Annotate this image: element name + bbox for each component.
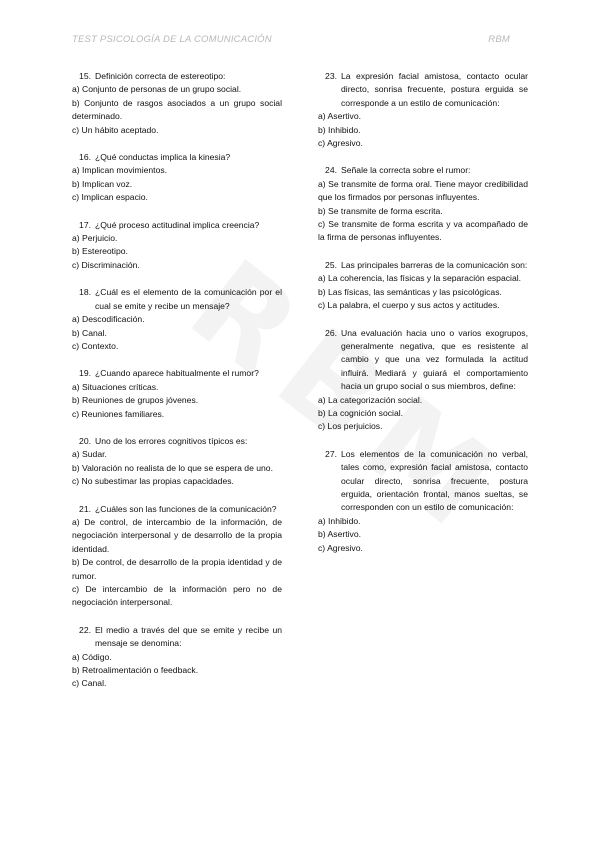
question-text: ¿Cuáles son las funciones de la comunicación? <box>95 503 277 514</box>
answer-option: a) Situaciones críticas. <box>72 381 159 392</box>
answer-option: a) De control, de intercambio de la información, de negociación interpersonal y de desarrollo de la propia identidad. <box>72 516 282 554</box>
question-title <box>72 70 282 83</box>
answer-option: b) Valoración no realista de lo que se espera de uno. <box>72 462 273 473</box>
answer-option: b) Canal. <box>72 327 107 338</box>
question-title <box>72 367 282 380</box>
question-number: 15. <box>79 71 91 81</box>
question-title <box>72 151 282 164</box>
answer-option: a) Código. <box>72 651 112 662</box>
answer-option: c) No subestimar las propias capacidades. <box>72 476 234 487</box>
question-text: Los elementos de la comunicación no verbal, tales como, expresión facial amistosa, contacto ocular directo, sonrisa frecuente, postura erguida, orientación frontal, manos sueltas, se corresponden con un estilo de comunicación: <box>341 448 528 513</box>
answer-option: a) Se transmite de forma oral. Tiene mayor credibilidad que los firmados por personas influyentes. <box>318 178 528 203</box>
answer-option: b) Estereotipo. <box>72 246 128 257</box>
answer-option: a) Perjuicio. <box>72 233 118 244</box>
question-text: ¿Cuando aparece habitualmente el rumor? <box>95 368 259 379</box>
answer-option: c) Contexto. <box>72 340 119 351</box>
question-text: Señale la correcta sobre el rumor: <box>341 165 471 176</box>
question-text: ¿Cuál es el elemento de la comunicación por el cual se emite y recibe un mensaje? <box>95 287 282 311</box>
question-number: 21. <box>79 503 91 514</box>
question-number: 18. <box>79 287 91 298</box>
answer-option: b) Conjunto de rasgos asociados a un grupo social determinado. <box>72 97 282 122</box>
question-title <box>318 259 528 272</box>
answer-option: c) Discriminación. <box>72 259 140 270</box>
question-text: La expresión facial amistosa, contacto ocular directo, sonrisa frecuente, postura erguida se corresponde a un estilo de comunicación: <box>341 71 528 108</box>
question-block <box>318 259 528 313</box>
question-text: El medio a través del que se emite y recibe un mensaje se denomina: <box>95 624 282 649</box>
answer-option: c) Agresivo. <box>318 542 363 553</box>
question-number: 23. <box>325 71 337 81</box>
question-number: 17. <box>79 219 91 230</box>
question-number: 20. <box>79 435 91 446</box>
question-block <box>318 70 528 150</box>
header-author: RBM <box>488 34 510 45</box>
question-text: Las principales barreras de la comunicación son: <box>341 259 528 270</box>
left-column <box>72 70 282 705</box>
answer-option: c) De intercambio de la información pero no de negociación interpersonal. <box>72 584 282 608</box>
page-header <box>72 34 528 48</box>
question-block <box>318 327 528 434</box>
answer-option: a) La categorización social. <box>318 394 423 405</box>
answer-option: a) Inhibido. <box>318 515 361 526</box>
question-block <box>72 367 282 421</box>
question-text: Uno de los errores cognitivos típicos es: <box>95 435 248 446</box>
question-title <box>72 435 282 448</box>
question-text: Una evaluación hacia uno o varios exogrupos, generalmente negativa, que es resistente al cambio y que una vez formulada la actitud influirá. Mediará y guiará el comportamiento hacia un grupo social o sus miembros, define: <box>341 327 528 392</box>
answer-option: b) Retroalimentación o feedback. <box>72 665 199 676</box>
answer-option: c) La palabra, el cuerpo y sus actos y actitudes. <box>318 300 500 311</box>
question-block <box>318 164 528 244</box>
answer-option: c) Reuniones familiares. <box>72 408 165 419</box>
question-block <box>72 503 282 610</box>
question-title <box>72 286 282 313</box>
answer-option: a) Implican movimientos. <box>72 165 168 176</box>
question-title <box>318 448 528 515</box>
question-block <box>72 286 282 353</box>
question-text: ¿Qué conductas implica la kinesia? <box>95 152 231 163</box>
answer-option: c) Se transmite de forma escrita y va acompañado de la firma de personas influyentes. <box>318 219 528 243</box>
answer-option: c) Los perjuicios. <box>318 421 383 432</box>
answer-option: b) Las físicas, las semánticas y las psicológicas. <box>318 286 502 297</box>
answer-option: b) Reuniones de grupos jóvenes. <box>72 395 199 406</box>
answer-option: a) Descodificación. <box>72 314 145 325</box>
question-title <box>72 219 282 232</box>
answer-option: c) Canal. <box>72 678 107 689</box>
answer-option: b) Implican voz. <box>72 178 133 189</box>
answer-option: b) Inhibido. <box>318 124 361 135</box>
answer-option: a) Conjunto de personas de un grupo social. <box>72 84 242 95</box>
question-number: 16. <box>79 152 91 163</box>
question-number: 19. <box>79 368 91 379</box>
answer-option: c) Agresivo. <box>318 138 363 149</box>
question-block <box>72 219 282 273</box>
answer-option: a) Asertivo. <box>318 111 361 122</box>
question-title <box>318 327 528 394</box>
question-number: 25. <box>325 259 337 270</box>
question-text: Definición correcta de estereotipo: <box>95 71 226 81</box>
question-number: 26. <box>325 327 337 338</box>
answer-option: b) De control, de desarrollo de la propia identidad y de rumor. <box>72 557 282 581</box>
question-block <box>72 70 282 137</box>
answer-option: a) La coherencia, las físicas y la separación espacial. <box>318 273 522 284</box>
question-number: 24. <box>325 165 337 176</box>
question-text: ¿Qué proceso actitudinal implica creencia? <box>95 219 260 230</box>
answer-option: b) La cognición social. <box>318 407 404 418</box>
right-column <box>318 70 528 569</box>
header-title: TEST PSICOLOGÍA DE LA COMUNICACIÓN <box>72 34 272 45</box>
answer-option: b) Asertivo. <box>318 529 361 540</box>
question-title <box>72 503 282 516</box>
question-block <box>72 624 282 691</box>
answer-option: c) Un hábito aceptado. <box>72 124 159 135</box>
question-block <box>72 435 282 489</box>
question-title <box>72 624 282 651</box>
question-number: 27. <box>325 448 337 459</box>
answer-option: c) Implican espacio. <box>72 192 148 203</box>
answer-option: a) Sudar. <box>72 449 107 460</box>
question-block <box>72 151 282 205</box>
question-block <box>318 448 528 555</box>
question-title <box>318 70 528 110</box>
question-number: 22. <box>79 624 91 635</box>
answer-option: b) Se transmite de forma escrita. <box>318 205 443 216</box>
question-title <box>318 164 528 177</box>
